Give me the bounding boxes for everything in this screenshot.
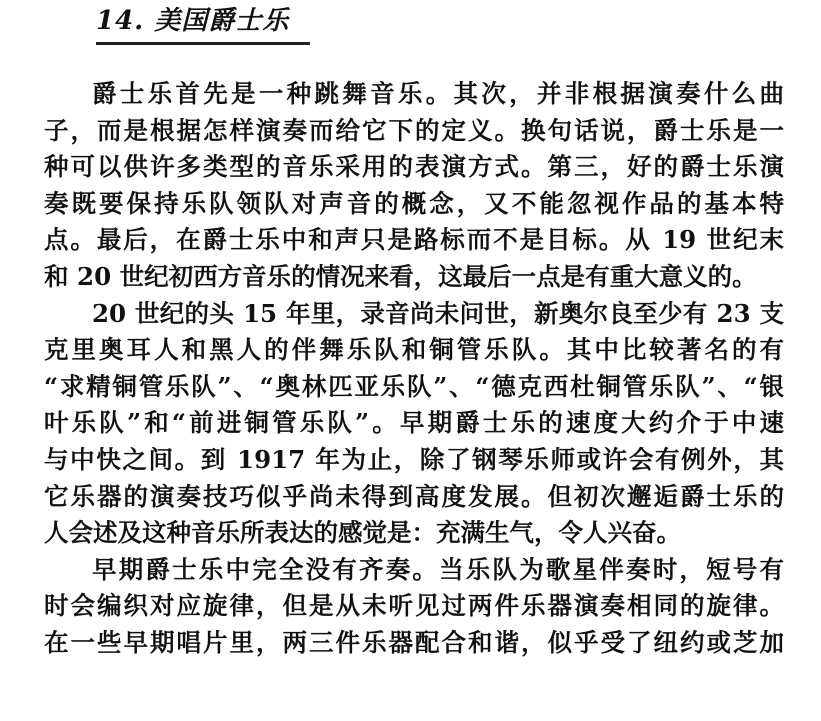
paragraph-3-line-2: 时会编织对应旋律，但是从未听见过两件乐器演奏相同的旋律。: [44, 591, 784, 621]
paragraph-1-line-1: 爵士乐首先是一种跳舞音乐。其次，并非根据演奏什么曲: [92, 79, 784, 108]
paragraph-1-line-6: 和 20 世纪初西方音乐的情况来看，这最后一点是有重大意义的。: [44, 261, 757, 291]
paragraph-1-line-2: 子，而是根据怎样演奏而给它下的定义。换句话说，爵士乐是一: [44, 115, 784, 145]
paragraph-2-line-5: 与中快之间。到 1917 年为止，除了钢琴乐师或许会有例外，其: [44, 444, 784, 474]
body-text: [44, 76, 784, 662]
paragraph-3-line-3: 在一些早期唱片里，两三件乐器配合和谐，似乎受了纽约或芝加: [44, 627, 784, 657]
paragraph-2-line-7: 人会述及这种音乐所表达的感觉是：充满生气，令人兴奋。: [44, 518, 681, 548]
heading-underline: [96, 42, 310, 45]
paragraph-2-line-3: “求精铜管乐队”、“奥林匹亚乐队”、“德克西杜铜管乐队”、“银: [44, 371, 784, 401]
section-heading: 14. 美国爵士乐: [96, 6, 290, 36]
paragraph-1-line-4: 奏既要保持乐队领队对声音的概念，又不能忽视作品的基本特: [44, 188, 784, 218]
paragraph-2-line-6: 它乐器的演奏技巧似乎尚未得到高度发展。但初次邂逅爵士乐的: [44, 481, 784, 511]
paragraph-1-line-3: 种可以供许多类型的音乐采用的表演方式。第三，好的爵士乐演: [44, 152, 784, 182]
paragraph-1-line-5: 点。最后，在爵士乐中和声只是路标而不是目标。从 19 世纪末: [44, 225, 784, 255]
paragraph-2-line-2: 克里奥耳人和黑人的伴舞乐队和铜管乐队。其中比较著名的有: [44, 335, 784, 365]
paragraph-2-line-4: 叶乐队”和“前进铜管乐队”。早期爵士乐的速度大约介于中速: [44, 408, 784, 438]
paragraph-2-line-1: 20 世纪的头 15 年里，录音尚未问世，新奥尔良至少有 23 支: [92, 298, 784, 328]
paragraph-3-line-1: 早期爵士乐中完全没有齐奏。当乐队为歌星伴奏时，短号有: [92, 554, 784, 584]
